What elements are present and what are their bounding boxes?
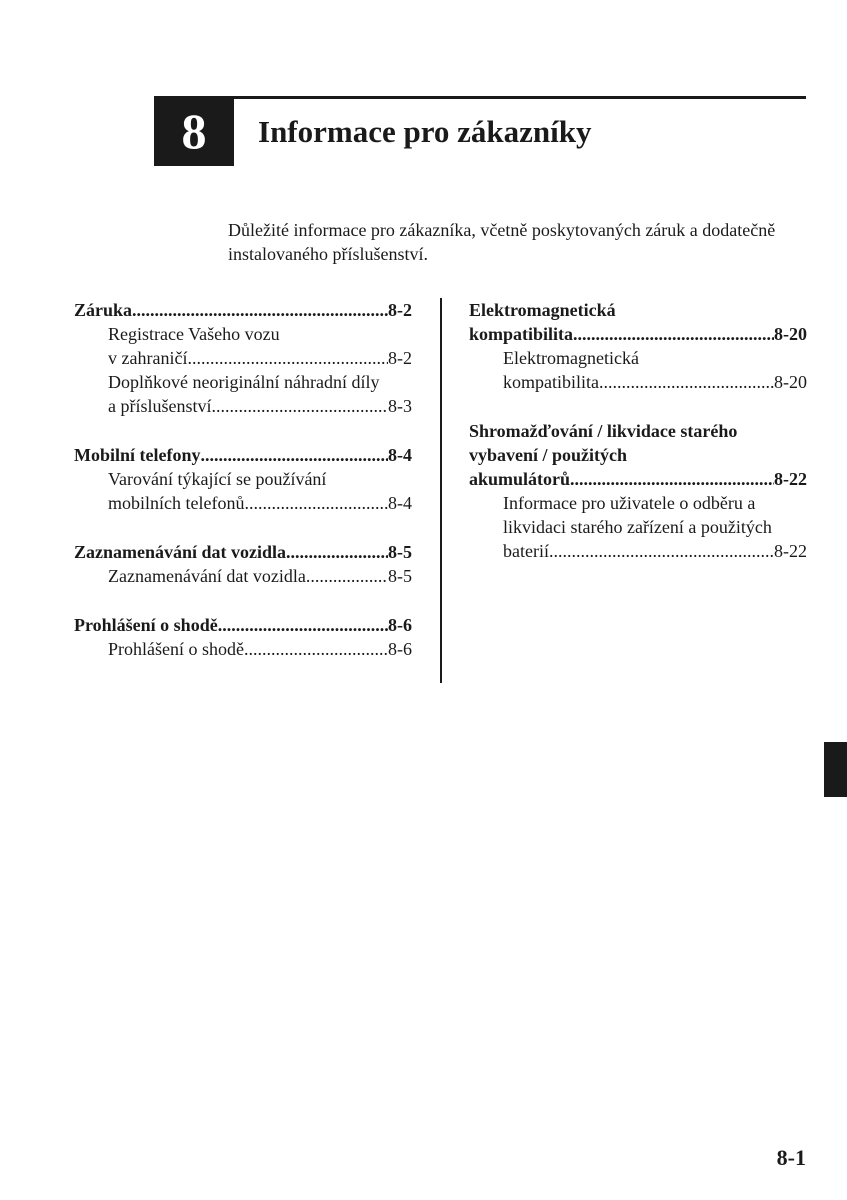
- toc-section-heading[interactable]: [74, 298, 412, 322]
- dot-leader: [286, 540, 388, 564]
- toc-entry-page: 8-20: [774, 372, 807, 392]
- toc-entry[interactable]: [503, 370, 807, 394]
- toc-left-column: [74, 298, 412, 686]
- toc-entry[interactable]: [108, 394, 412, 418]
- dot-leader: [599, 370, 774, 394]
- dot-leader: [244, 491, 388, 515]
- dot-leader: [201, 443, 389, 467]
- toc-entry-prefix: Informace pro uživatele o odběru a likvidaci starého zařízení a použitých: [503, 493, 772, 537]
- chapter-number-box: [154, 96, 234, 166]
- page-number: 8-1: [776, 1145, 806, 1170]
- toc-entry[interactable]: [108, 637, 412, 661]
- toc-entry-title: Prohlášení o shodě: [108, 639, 244, 659]
- toc-entry-prefix: Doplňkové neoriginální náhradní díly: [108, 372, 380, 392]
- toc-entry[interactable]: [108, 346, 412, 370]
- toc-section-title: kompatibilita: [469, 324, 574, 344]
- toc-entry-page: 8-3: [388, 396, 412, 416]
- chapter-title: Informace pro zákazníky: [258, 114, 592, 149]
- toc-section: [74, 613, 412, 661]
- toc-right-column: [469, 298, 807, 588]
- dot-leader: [306, 564, 388, 588]
- toc-section-page: 8-20: [774, 324, 807, 344]
- chapter-thumb-tab: [824, 742, 847, 797]
- chapter-intro: Důležité informace pro zákazníka, včetně poskytovaných záruk a dodatečně instalovaného příslušenství.: [228, 220, 776, 264]
- toc-entry-page: 8-6: [388, 639, 412, 659]
- toc-section: [74, 443, 412, 515]
- chapter-title-rule: [234, 96, 806, 99]
- dot-leader: [573, 322, 774, 346]
- dot-leader: [244, 637, 388, 661]
- toc-section-page: 8-5: [388, 542, 412, 562]
- toc-entry-title: mobilních telefonů: [108, 493, 245, 513]
- toc-section-heading[interactable]: [74, 613, 412, 637]
- chapter-number: 8: [181, 103, 207, 159]
- toc-section-page: 8-2: [388, 300, 412, 320]
- toc-entry-page: 8-2: [388, 348, 412, 368]
- toc-entry-title: v zahraničí: [108, 348, 188, 368]
- toc-entry-title: kompatibilita: [503, 372, 599, 392]
- toc-section-page: 8-22: [774, 469, 807, 489]
- toc-section: [469, 419, 807, 563]
- toc-section-heading[interactable]: [74, 443, 412, 467]
- toc-entry[interactable]: [503, 539, 807, 563]
- toc-entry-prefix: Varování týkající se používání: [108, 469, 327, 489]
- dot-leader: [212, 394, 389, 418]
- dot-leader: [132, 298, 388, 322]
- toc-entry[interactable]: [108, 564, 412, 588]
- toc-section: [469, 298, 807, 394]
- toc-section: [74, 540, 412, 588]
- toc-entry-page: 8-5: [388, 566, 412, 586]
- toc-section-heading[interactable]: [469, 467, 807, 491]
- toc-section-title: Prohlášení o shodě: [74, 615, 218, 635]
- toc-entry-title: baterií: [503, 541, 549, 561]
- toc-section-title: Mobilní telefony: [74, 445, 201, 465]
- dot-leader: [218, 613, 388, 637]
- toc-section-page: 8-4: [388, 445, 412, 465]
- toc-entry[interactable]: [108, 491, 412, 515]
- toc-section-heading[interactable]: [74, 540, 412, 564]
- toc-section-title: akumulátorů: [469, 469, 571, 489]
- column-divider: [440, 298, 442, 683]
- toc-section-title: Zaznamenávání dat vozidla: [74, 542, 287, 562]
- toc-section-title: Záruka: [74, 300, 133, 320]
- dot-leader: [187, 346, 388, 370]
- toc-section: [74, 298, 412, 418]
- toc-entry-title: a příslušenství: [108, 396, 212, 416]
- toc-entry-prefix: Registrace Vašeho vozu: [108, 324, 280, 344]
- toc-section-title-prefix: Shromažďování / likvidace starého vybavení / použitých: [469, 421, 738, 465]
- toc-entry-page: 8-22: [774, 541, 807, 561]
- toc-entry-prefix: Elektromagnetická: [503, 348, 639, 368]
- dot-leader: [570, 467, 774, 491]
- toc-section-title-prefix: Elektromagnetická: [469, 300, 616, 320]
- toc-entry-title: Zaznamenávání dat vozidla: [108, 566, 306, 586]
- dot-leader: [549, 539, 774, 563]
- toc-section-page: 8-6: [388, 615, 412, 635]
- toc-section-heading[interactable]: [469, 322, 807, 346]
- toc-entry-page: 8-4: [388, 493, 412, 513]
